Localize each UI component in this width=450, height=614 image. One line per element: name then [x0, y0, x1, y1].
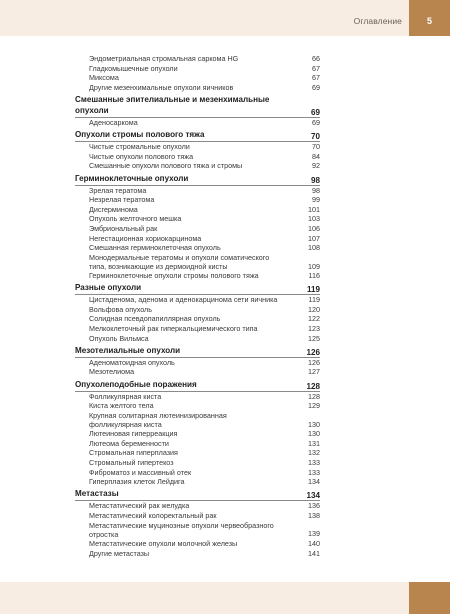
page-number: 5: [426, 16, 432, 26]
toc-page-number: 67: [312, 63, 320, 73]
toc-page-number: 67: [312, 73, 320, 83]
toc-page-number: 92: [312, 161, 320, 171]
toc-entry-title: Гладкомышечные опухоли: [89, 63, 178, 73]
toc-page-number: 126: [308, 357, 320, 367]
toc-entry[interactable]: [75, 161, 320, 171]
table-of-contents: [75, 54, 320, 558]
toc-page-number: 130: [308, 419, 320, 429]
toc-page-number: 84: [312, 151, 320, 161]
toc-section-heading[interactable]: [75, 94, 320, 118]
toc-entry[interactable]: [75, 324, 320, 334]
toc-entry-title: Смешанные опухоли полового тяжа и стромы: [89, 161, 243, 171]
toc-entry-title: Метастатический рак желудка: [89, 501, 190, 511]
toc-entry-title: Метастатические опухоли молочной железы: [89, 538, 238, 548]
toc-entry-title: Мезотелиома: [89, 367, 135, 377]
toc-page-number: 134: [306, 491, 320, 501]
toc-entry[interactable]: [75, 549, 320, 559]
toc-entry-title: Аденосаркома: [89, 117, 138, 127]
toc-entry-title: Киста желтого тела: [89, 401, 154, 411]
toc-entry[interactable]: [75, 195, 320, 205]
toc-page-number: 107: [308, 233, 320, 243]
toc-entry[interactable]: [75, 214, 320, 224]
toc-page-number: 66: [312, 54, 320, 63]
toc-entry[interactable]: [75, 295, 320, 305]
toc-entry-title: Зрелая тератома: [89, 185, 147, 195]
toc-entry[interactable]: [75, 64, 320, 74]
toc-entry[interactable]: [75, 401, 320, 411]
toc-entry[interactable]: [75, 392, 320, 402]
toc-entry[interactable]: [75, 186, 320, 196]
toc-entry[interactable]: [75, 439, 320, 449]
toc-entry-title: Стромальный гипертекоз: [89, 458, 174, 467]
toc-page-number: 130: [308, 429, 320, 439]
toc-entry[interactable]: [75, 234, 320, 244]
toc-page-number: 127: [308, 367, 320, 377]
toc-page-number: 103: [308, 214, 320, 224]
toc-page-number: 126: [306, 347, 320, 357]
toc-entry-title: Вольфова опухоль: [89, 304, 152, 314]
toc-entry[interactable]: [75, 411, 320, 429]
toc-entry-title: Аденоматоидная опухоль: [89, 357, 175, 367]
toc-entry[interactable]: [75, 142, 320, 152]
toc-section-heading[interactable]: [75, 488, 320, 501]
toc-entry-title: Негестационная хориокарцинома: [89, 233, 202, 243]
toc-entry-title: Эндометриальная стромальная саркома HG: [89, 54, 239, 63]
toc-section-heading[interactable]: [75, 345, 320, 358]
toc-entry[interactable]: [75, 448, 320, 458]
toc-entry-title: Метастатический колоректальный рак: [89, 510, 217, 520]
toc-entry[interactable]: [75, 358, 320, 368]
toc-page-number: 125: [308, 333, 320, 343]
toc-entry-title: Чистые опухоли полового тяжа: [89, 151, 194, 161]
toc-page-number: 108: [308, 243, 320, 253]
toc-section-title: Опухолеподобные поражения: [75, 379, 197, 389]
toc-entry-title: Смешанная герминоклеточная опухоль: [89, 243, 221, 253]
toc-entry-title: Цистаденома, аденома и аденокарцинома сети яичника: [89, 295, 278, 305]
toc-entry[interactable]: [75, 511, 320, 521]
toc-section-title: Метастазы: [75, 489, 119, 499]
toc-entry[interactable]: [75, 477, 320, 487]
toc-entry-title: Солидная псевдопапиллярная опухоль: [89, 314, 221, 324]
toc-page-number: 136: [308, 501, 320, 511]
toc-entry-title: Чистые стромальные опухоли: [89, 142, 190, 152]
toc-entry[interactable]: [75, 468, 320, 478]
footer-band: [0, 582, 450, 614]
toc-entry-title: Фолликулярная киста: [89, 391, 162, 401]
toc-entry-title: Другие мезенхимальные опухоли яичников: [89, 82, 234, 92]
page-number-tab: [409, 0, 450, 36]
toc-page-number: 128: [308, 391, 320, 401]
toc-entry-title: Крупная солитарная лютеинизированная фолликулярная киста: [89, 410, 227, 430]
toc-entry[interactable]: [75, 205, 320, 215]
toc-page-number: 98: [310, 175, 320, 185]
toc-page-number: 132: [308, 448, 320, 458]
toc-page-number: 119: [308, 295, 320, 305]
toc-page-number: 69: [312, 82, 320, 92]
toc-section-heading[interactable]: [75, 129, 320, 142]
toc-entry[interactable]: [75, 224, 320, 234]
toc-entry-title: Фиброматоз и массивный отек: [89, 467, 192, 477]
toc-section-title: Опухоли стромы полового тяжа: [75, 130, 205, 140]
toc-entry[interactable]: [75, 539, 320, 549]
toc-entry[interactable]: [75, 73, 320, 83]
toc-entry[interactable]: [75, 367, 320, 377]
running-header-title: Оглавление: [353, 16, 402, 26]
toc-entry[interactable]: [75, 152, 320, 162]
toc-entry-title: Опухоль Вильмса: [89, 333, 149, 343]
toc-entry[interactable]: [75, 458, 320, 468]
toc-page-number: 123: [308, 324, 320, 334]
toc-page-number: 139: [308, 529, 320, 539]
toc-page-number: 141: [308, 548, 320, 558]
toc-section-heading[interactable]: [75, 379, 320, 392]
toc-entry-title: Лютеома беременности: [89, 438, 169, 448]
toc-section-title: Смешанные эпителиальные и мезенхимальные опухоли: [75, 94, 270, 115]
toc-entry-title: Гиперплазия клеток Лейдига: [89, 477, 185, 487]
toc-section-heading[interactable]: [75, 173, 320, 186]
toc-section-title: Разные опухоли: [75, 283, 142, 293]
toc-section-title: Мезотелиальные опухоли: [75, 345, 181, 355]
toc-entry[interactable]: [75, 521, 320, 539]
toc-entry[interactable]: [75, 429, 320, 439]
toc-page-number: 133: [308, 467, 320, 477]
toc-entry[interactable]: [75, 314, 320, 324]
toc-entry-title: Миксома: [89, 73, 119, 83]
toc-entry[interactable]: [75, 243, 320, 253]
toc-page-number: 70: [310, 132, 320, 142]
toc-page-number: 138: [308, 510, 320, 520]
toc-entry-title: Лютеиновая гиперреакция: [89, 429, 178, 439]
toc-entry-title: Мелкоклеточный рак гиперкальциемического типа: [89, 324, 258, 334]
toc-page-number: 101: [308, 204, 320, 214]
toc-entry-title: Стромальная гиперплазия: [89, 448, 178, 458]
toc-entry-title: Незрелая тератома: [89, 195, 155, 205]
toc-page-number: 134: [308, 477, 320, 487]
toc-entry-title: Эмбриональный рак: [89, 223, 158, 233]
toc-entry[interactable]: [75, 305, 320, 315]
toc-page-number: 129: [308, 401, 320, 411]
toc-entry-title: Опухоль желточного мешка: [89, 214, 182, 224]
footer-tab: [409, 582, 450, 614]
toc-page-number: 69: [310, 107, 320, 117]
toc-page-number: 131: [308, 438, 320, 448]
toc-entry[interactable]: [75, 334, 320, 344]
toc-page-number: 140: [308, 538, 320, 548]
toc-section-title: Герминоклеточные опухоли: [75, 173, 189, 183]
toc-entry-title: Герминоклеточные опухоли стромы полового тяжа: [89, 271, 259, 281]
toc-entry[interactable]: [75, 271, 320, 281]
toc-entry-title: Дисгерминома: [89, 204, 138, 214]
toc-entry-title: Монодермальные тератомы и опухоли соматического типа, возникающие из дермоидной кисты: [89, 252, 270, 271]
toc-page-number: 109: [308, 261, 320, 271]
toc-page-number: 133: [308, 458, 320, 467]
toc-page-number: 116: [308, 271, 320, 281]
toc-entry[interactable]: [75, 253, 320, 271]
toc-page-number: 120: [308, 304, 320, 314]
toc-section-heading[interactable]: [75, 282, 320, 295]
toc-entry[interactable]: [75, 83, 320, 93]
toc-entry-title: Метастатические муцинозные опухоли червеобразного отростка: [89, 520, 274, 539]
toc-page-number: 69: [312, 117, 320, 127]
toc-page-number: 106: [308, 223, 320, 233]
toc-entry-title: Другие метастазы: [89, 548, 150, 558]
toc-page-number: 99: [312, 195, 320, 205]
toc-entry[interactable]: [75, 501, 320, 511]
toc-page-number: 98: [312, 185, 320, 195]
toc-page-number: 70: [312, 142, 320, 152]
toc-page-number: 119: [306, 285, 320, 295]
toc-page-number: 122: [308, 314, 320, 324]
toc-entry[interactable]: [75, 118, 320, 128]
toc-page-number: 128: [306, 381, 320, 391]
toc-entry[interactable]: [75, 54, 320, 64]
